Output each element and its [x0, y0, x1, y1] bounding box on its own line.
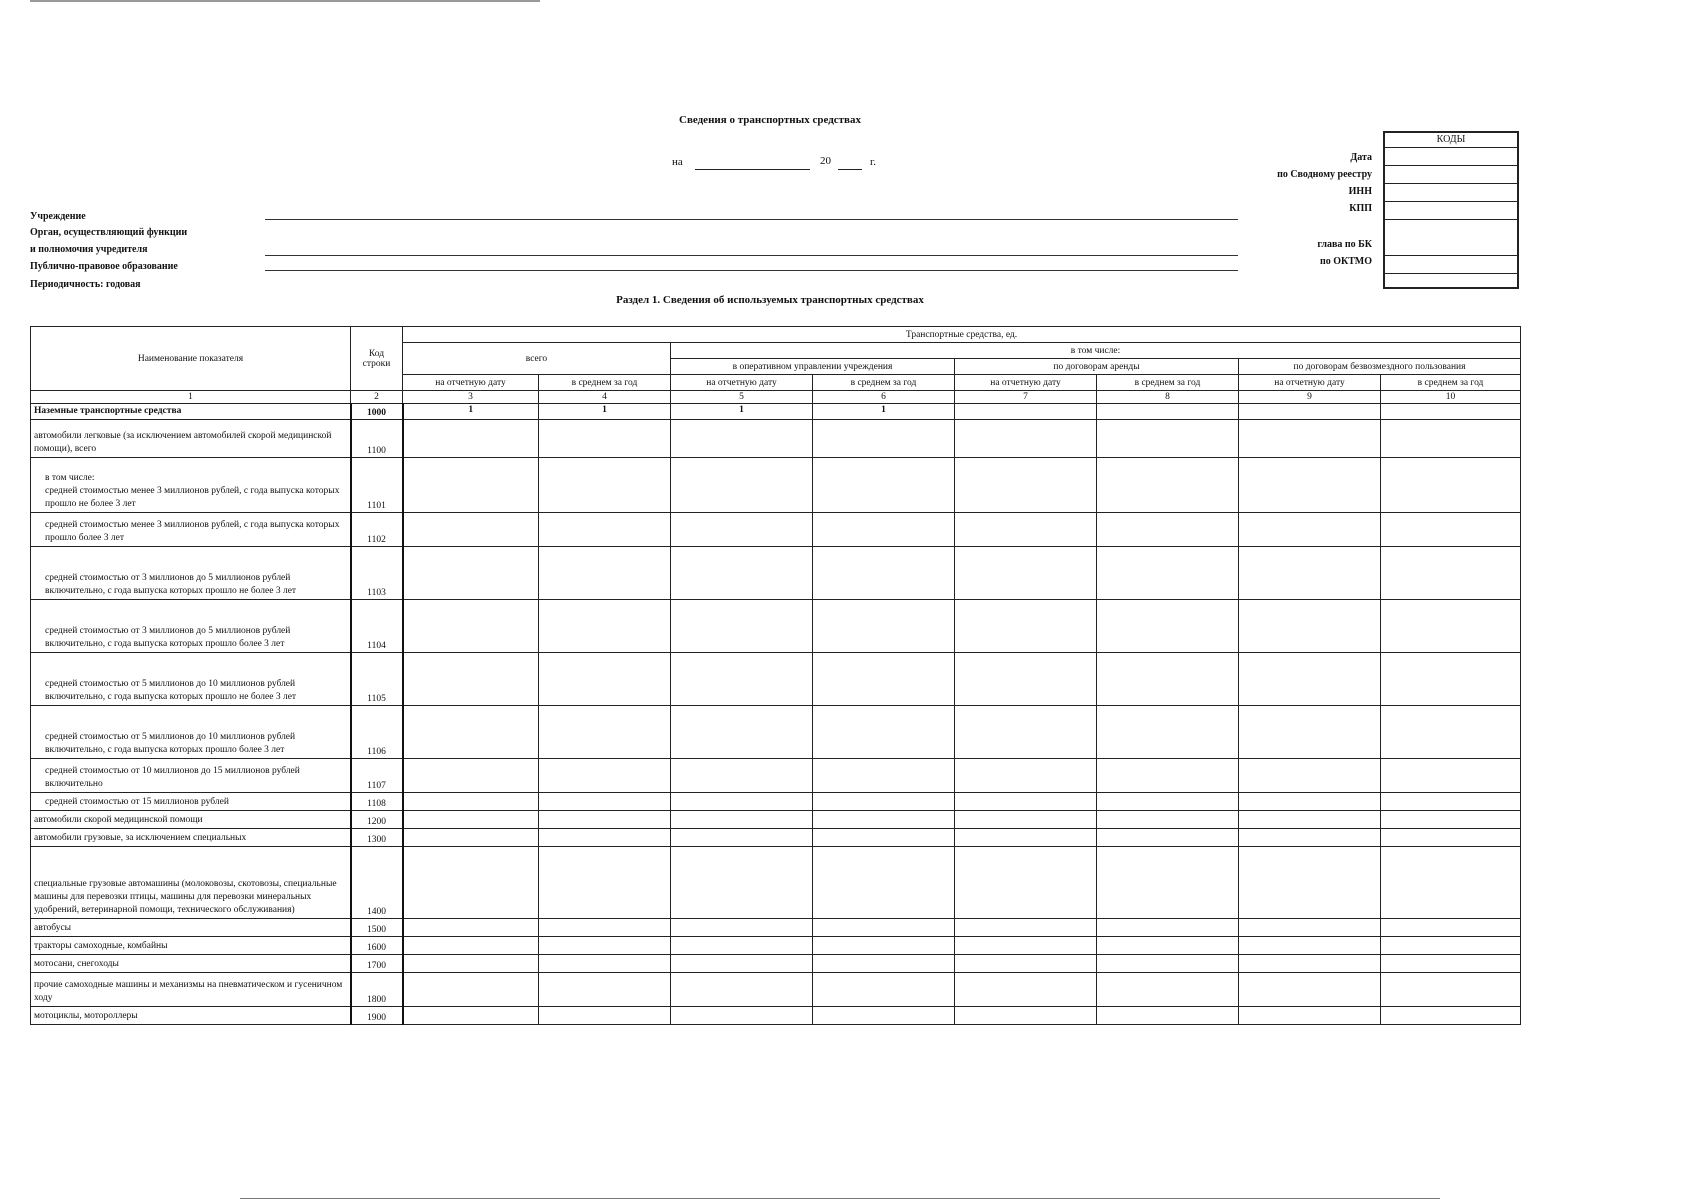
row-name-text: автобусы [34, 923, 72, 933]
sub-date: на отчетную дату [671, 375, 813, 391]
code-cell-date[interactable] [1385, 148, 1517, 166]
row-name-text: тракторы самоходные, комбайны [34, 941, 168, 951]
header-including: в том числе: [671, 343, 1521, 359]
row-code: 1900 [351, 1007, 403, 1025]
value-cell[interactable]: 1 [539, 404, 671, 420]
value-cell[interactable] [955, 973, 1097, 1007]
value-cell[interactable] [813, 811, 955, 829]
value-cell[interactable] [1097, 706, 1239, 759]
value-cell[interactable] [813, 513, 955, 547]
value-cell[interactable] [539, 847, 671, 919]
label-bk-chapter: глава по БК [1317, 239, 1372, 250]
col-number: 4 [539, 391, 671, 404]
value-cell[interactable] [1239, 955, 1381, 973]
row-name-text: специальные грузовые автомашины (молоковозы, скотовозы, специальные машины для перевозки птицы, машины для перевозки минеральных удобрений, ветеринарной помощи, технического обслуживания) [34, 879, 337, 915]
value-cell[interactable] [403, 1007, 539, 1025]
row-name-text: автомобили скорой медицинской помощи [34, 815, 203, 825]
row-name-text: Наземные транспортные средства [34, 406, 182, 416]
value-cell[interactable] [1381, 547, 1521, 600]
row-name [31, 811, 351, 829]
value-cell[interactable] [955, 919, 1097, 937]
table-row [31, 513, 1521, 547]
value-cell[interactable] [671, 811, 813, 829]
row-code: 1103 [351, 547, 403, 600]
value-cell[interactable] [1239, 937, 1381, 955]
row-name [31, 547, 351, 600]
value-cell[interactable] [671, 1007, 813, 1025]
label-founder-2: и полномочия учредителя [30, 244, 148, 255]
row-name [31, 847, 351, 919]
value-cell[interactable] [813, 1007, 955, 1025]
value-cell[interactable] [955, 759, 1097, 793]
scan-edge-line [30, 0, 540, 2]
row-code: 1300 [351, 829, 403, 847]
sub-date: на отчетную дату [1239, 375, 1381, 391]
value-cell[interactable] [1239, 458, 1381, 513]
label-date: Дата [1350, 152, 1372, 163]
row-name-text: средней стоимостью от 15 миллионов рублей [45, 797, 229, 807]
value-cell[interactable] [671, 653, 813, 706]
code-cell-registry[interactable] [1385, 166, 1517, 184]
value-cell[interactable] [1097, 919, 1239, 937]
value-cell[interactable] [1381, 829, 1521, 847]
code-cell-oktmo[interactable] [1385, 256, 1517, 274]
value-cell[interactable] [671, 547, 813, 600]
value-cell[interactable] [403, 759, 539, 793]
table-row [31, 793, 1521, 811]
code-cell-kpp[interactable] [1385, 202, 1517, 220]
row-code: 1104 [351, 600, 403, 653]
value-cell[interactable] [1239, 706, 1381, 759]
col-number: 5 [671, 391, 813, 404]
value-cell[interactable] [813, 653, 955, 706]
value-cell[interactable] [813, 793, 955, 811]
codes-box [1383, 131, 1519, 289]
row-code: 1100 [351, 420, 403, 458]
value-cell[interactable] [813, 547, 955, 600]
row-name-text: в том числе: [45, 473, 95, 483]
value-cell[interactable] [1381, 404, 1521, 420]
value-cell[interactable] [1381, 793, 1521, 811]
header-total: всего [403, 343, 671, 375]
value-cell[interactable] [1239, 847, 1381, 919]
value-cell[interactable] [539, 458, 671, 513]
sub-avg: в среднем за год [539, 375, 671, 391]
row-name-text: автомобили грузовые, за исключением специальных [34, 833, 247, 843]
codes-header: КОДЫ [1385, 133, 1517, 148]
value-cell[interactable] [1381, 759, 1521, 793]
value-cell[interactable] [1097, 759, 1239, 793]
row-name [31, 955, 351, 973]
row-name-text: средней стоимостью от 5 миллионов до 10 миллионов рублей включительно, с года выпуска которых прошло не более 3 лет [45, 679, 297, 702]
date-blank-line[interactable] [695, 169, 810, 170]
row-name-text: средней стоимостью от 5 миллионов до 10 миллионов рублей включительно, с года выпуска которых прошло более 3 лет [45, 732, 296, 755]
value-cell[interactable] [403, 919, 539, 937]
sub-date: на отчетную дату [403, 375, 539, 391]
row-name-text: мотосани, снегоходы [34, 959, 119, 969]
table-row [31, 937, 1521, 955]
value-cell[interactable] [1381, 653, 1521, 706]
value-cell[interactable] [1239, 404, 1381, 420]
value-cell[interactable] [671, 793, 813, 811]
value-cell[interactable] [813, 973, 955, 1007]
value-cell[interactable] [671, 829, 813, 847]
value-cell[interactable] [813, 706, 955, 759]
label-kpp: КПП [1349, 203, 1372, 214]
value-cell[interactable] [403, 513, 539, 547]
value-cell[interactable] [403, 955, 539, 973]
value-cell[interactable] [1097, 973, 1239, 1007]
footer-scan-line [240, 1198, 1440, 1199]
sub-avg: в среднем за год [1381, 375, 1521, 391]
value-cell[interactable] [671, 955, 813, 973]
row-name [31, 404, 351, 420]
value-cell[interactable] [539, 420, 671, 458]
value-cell[interactable] [403, 420, 539, 458]
label-periodicity: Периодичность: годовая [30, 279, 141, 290]
sub-date: на отчетную дату [955, 375, 1097, 391]
row-name-text: автомобили легковые (за исключением автомобилей скорой медицинской помощи), всего [34, 431, 332, 454]
value-cell[interactable] [403, 600, 539, 653]
value-cell[interactable] [813, 937, 955, 955]
value-cell[interactable] [1381, 937, 1521, 955]
row-name-text: средней стоимостью от 10 миллионов до 15 миллионов рублей включительно [45, 766, 300, 789]
value-cell[interactable] [403, 458, 539, 513]
value-cell[interactable] [539, 973, 671, 1007]
value-cell[interactable] [671, 937, 813, 955]
table-row [31, 759, 1521, 793]
value-cell[interactable] [539, 653, 671, 706]
label-institution: Учреждение [30, 211, 86, 222]
value-cell[interactable] [813, 919, 955, 937]
row-name-text: средней стоимостью менее 3 миллионов рублей, с года выпуска которых прошло более 3 лет [45, 520, 340, 543]
table-body [31, 404, 1521, 1025]
value-cell[interactable] [955, 600, 1097, 653]
value-cell[interactable] [403, 706, 539, 759]
table-row [31, 973, 1521, 1007]
value-cell[interactable] [955, 420, 1097, 458]
value-cell[interactable] [403, 793, 539, 811]
col-number: 2 [351, 391, 403, 404]
value-cell[interactable] [539, 919, 671, 937]
value-cell[interactable] [1239, 600, 1381, 653]
row-name-text: средней стоимостью от 3 миллионов до 5 миллионов рублей включительно, с года выпуска которых прошло не более 3 лет [45, 573, 297, 596]
value-cell[interactable] [1239, 919, 1381, 937]
value-cell[interactable] [1381, 513, 1521, 547]
value-cell[interactable] [1381, 420, 1521, 458]
row-code: 1800 [351, 973, 403, 1007]
value-cell[interactable] [671, 600, 813, 653]
value-cell[interactable] [671, 847, 813, 919]
row-name [31, 458, 351, 513]
value-cell[interactable]: 1 [671, 404, 813, 420]
value-cell[interactable] [671, 759, 813, 793]
value-cell[interactable] [539, 1007, 671, 1025]
value-cell[interactable] [955, 811, 1097, 829]
col-number: 7 [955, 391, 1097, 404]
table-row [31, 404, 1521, 420]
value-cell[interactable] [1239, 547, 1381, 600]
value-cell[interactable] [671, 420, 813, 458]
table-row [31, 600, 1521, 653]
row-code: 1105 [351, 653, 403, 706]
header-group-operational: в оперативном управлении учреждения [671, 359, 955, 375]
row-name [31, 759, 351, 793]
value-cell[interactable] [1097, 600, 1239, 653]
row-name [31, 600, 351, 653]
row-name [31, 793, 351, 811]
value-cell[interactable] [671, 919, 813, 937]
value-cell[interactable] [955, 1007, 1097, 1025]
value-cell[interactable] [955, 793, 1097, 811]
value-cell[interactable] [1097, 1007, 1239, 1025]
value-cell[interactable] [1381, 919, 1521, 937]
row-code: 1200 [351, 811, 403, 829]
value-cell[interactable] [955, 937, 1097, 955]
row-name [31, 829, 351, 847]
value-cell[interactable] [539, 759, 671, 793]
row-name-subtext: средней стоимостью менее 3 миллионов рублей, с года выпуска которых прошло не более 3 лет [45, 486, 340, 509]
value-cell[interactable] [1381, 600, 1521, 653]
table-row [31, 811, 1521, 829]
row-name-text: средней стоимостью от 3 миллионов до 5 миллионов рублей включительно, с года выпуска которых прошло более 3 лет [45, 626, 291, 649]
value-cell[interactable] [539, 793, 671, 811]
header-transport: Транспортные средства, ед. [403, 327, 1521, 343]
table-row [31, 847, 1521, 919]
value-cell[interactable] [1239, 1007, 1381, 1025]
row-name-text: прочие самоходные машины и механизмы на пневматическом и гусеничном ходу [34, 980, 343, 1003]
col-number: 6 [813, 391, 955, 404]
document-title: Сведения о транспортных средствах [679, 114, 861, 126]
value-cell[interactable] [1239, 759, 1381, 793]
institution-fill-line[interactable] [265, 219, 1238, 220]
public-entity-fill-line[interactable] [265, 270, 1238, 271]
value-cell[interactable] [403, 847, 539, 919]
row-code: 1600 [351, 937, 403, 955]
value-cell[interactable] [1097, 458, 1239, 513]
header-name: Наименование показателя [31, 327, 351, 391]
code-cell-bk[interactable] [1385, 220, 1517, 256]
value-cell[interactable] [955, 955, 1097, 973]
row-name [31, 653, 351, 706]
value-cell[interactable] [671, 458, 813, 513]
transport-table [30, 326, 1521, 1025]
value-cell[interactable] [813, 458, 955, 513]
value-cell[interactable] [403, 811, 539, 829]
value-cell[interactable] [539, 547, 671, 600]
header-row-1 [31, 327, 1521, 343]
value-cell[interactable] [671, 973, 813, 1007]
label-oktmo: по ОКТМО [1319, 256, 1372, 267]
col-number: 3 [403, 391, 539, 404]
row-name [31, 973, 351, 1007]
value-cell[interactable] [403, 973, 539, 1007]
table-row [31, 919, 1521, 937]
value-cell[interactable] [1239, 973, 1381, 1007]
value-cell[interactable] [955, 847, 1097, 919]
value-cell[interactable] [1381, 847, 1521, 919]
table-row [31, 653, 1521, 706]
table-row [31, 829, 1521, 847]
value-cell[interactable] [955, 706, 1097, 759]
value-cell[interactable] [813, 955, 955, 973]
value-cell[interactable] [1239, 513, 1381, 547]
code-cell-inn[interactable] [1385, 184, 1517, 202]
col-number: 8 [1097, 391, 1239, 404]
label-public-entity: Публично-правовое образование [30, 261, 178, 272]
table-row [31, 1007, 1521, 1025]
date-prefix: на [672, 156, 683, 168]
table-row [31, 547, 1521, 600]
value-cell[interactable] [403, 547, 539, 600]
row-code: 1000 [351, 404, 403, 420]
value-cell[interactable] [813, 847, 955, 919]
value-cell[interactable] [955, 458, 1097, 513]
value-cell[interactable] [403, 937, 539, 955]
row-code: 1102 [351, 513, 403, 547]
value-cell[interactable] [1381, 458, 1521, 513]
value-cell[interactable] [539, 706, 671, 759]
row-code: 1108 [351, 793, 403, 811]
value-cell[interactable] [813, 420, 955, 458]
label-founder-1: Орган, осуществляющий функции [30, 227, 188, 238]
value-cell[interactable] [813, 829, 955, 847]
value-cell[interactable] [539, 937, 671, 955]
value-cell[interactable] [1381, 706, 1521, 759]
row-code: 1400 [351, 847, 403, 919]
value-cell[interactable] [1097, 847, 1239, 919]
value-cell[interactable] [1097, 547, 1239, 600]
row-name [31, 937, 351, 955]
value-cell[interactable] [813, 600, 955, 653]
value-cell[interactable] [1381, 811, 1521, 829]
value-cell[interactable] [1239, 420, 1381, 458]
code-cell-blank[interactable] [1385, 274, 1517, 287]
table-row [31, 955, 1521, 973]
col-number: 10 [1381, 391, 1521, 404]
row-code: 1500 [351, 919, 403, 937]
header-code: Код строки [351, 327, 403, 391]
year-blank-line[interactable] [838, 169, 862, 170]
value-cell[interactable]: 1 [813, 404, 955, 420]
value-cell[interactable] [1097, 955, 1239, 973]
row-code: 1700 [351, 955, 403, 973]
value-cell[interactable] [1381, 1007, 1521, 1025]
table-row [31, 458, 1521, 513]
year-suffix: г. [870, 156, 877, 168]
value-cell[interactable] [813, 759, 955, 793]
value-cell[interactable] [1097, 653, 1239, 706]
row-name [31, 513, 351, 547]
label-inn: ИНН [1348, 186, 1372, 197]
col-number: 1 [31, 391, 351, 404]
row-code: 1101 [351, 458, 403, 513]
column-numbers-row [31, 391, 1521, 404]
value-cell[interactable]: 1 [403, 404, 539, 420]
value-cell[interactable] [539, 600, 671, 653]
row-name-text: мотоциклы, мотороллеры [34, 1011, 138, 1021]
value-cell[interactable] [955, 404, 1097, 420]
value-cell[interactable] [955, 653, 1097, 706]
value-cell[interactable] [1239, 793, 1381, 811]
value-cell[interactable] [1097, 937, 1239, 955]
table-row [31, 420, 1521, 458]
founder-fill-line[interactable] [265, 255, 1238, 256]
value-cell[interactable] [539, 513, 671, 547]
year-prefix: 20 [820, 155, 831, 167]
section-title: Раздел 1. Сведения об используемых транспортных средствах [616, 294, 924, 306]
value-cell[interactable] [1097, 420, 1239, 458]
header-group-lease: по договорам аренды [955, 359, 1239, 375]
value-cell[interactable] [1239, 829, 1381, 847]
row-name [31, 420, 351, 458]
value-cell[interactable] [671, 513, 813, 547]
row-name [31, 1007, 351, 1025]
value-cell[interactable] [403, 829, 539, 847]
header-group-free-use: по договорам безвозмездного пользования [1239, 359, 1521, 375]
value-cell[interactable] [1097, 404, 1239, 420]
value-cell[interactable] [1239, 811, 1381, 829]
value-cell[interactable] [955, 829, 1097, 847]
label-consolidated-registry: по Сводному реестру [1277, 169, 1372, 180]
value-cell[interactable] [1097, 829, 1239, 847]
row-code: 1106 [351, 706, 403, 759]
value-cell[interactable] [403, 653, 539, 706]
value-cell[interactable] [1097, 811, 1239, 829]
sub-avg: в среднем за год [1097, 375, 1239, 391]
sub-avg: в среднем за год [813, 375, 955, 391]
value-cell[interactable] [1097, 513, 1239, 547]
value-cell[interactable] [1097, 793, 1239, 811]
value-cell[interactable] [1381, 955, 1521, 973]
value-cell[interactable] [955, 513, 1097, 547]
row-code: 1107 [351, 759, 403, 793]
col-number: 9 [1239, 391, 1381, 404]
value-cell[interactable] [1239, 653, 1381, 706]
value-cell[interactable] [539, 811, 671, 829]
row-name [31, 919, 351, 937]
value-cell[interactable] [671, 706, 813, 759]
value-cell[interactable] [539, 955, 671, 973]
value-cell[interactable] [1381, 973, 1521, 1007]
table-row [31, 706, 1521, 759]
value-cell[interactable] [955, 547, 1097, 600]
value-cell[interactable] [539, 829, 671, 847]
row-name [31, 706, 351, 759]
